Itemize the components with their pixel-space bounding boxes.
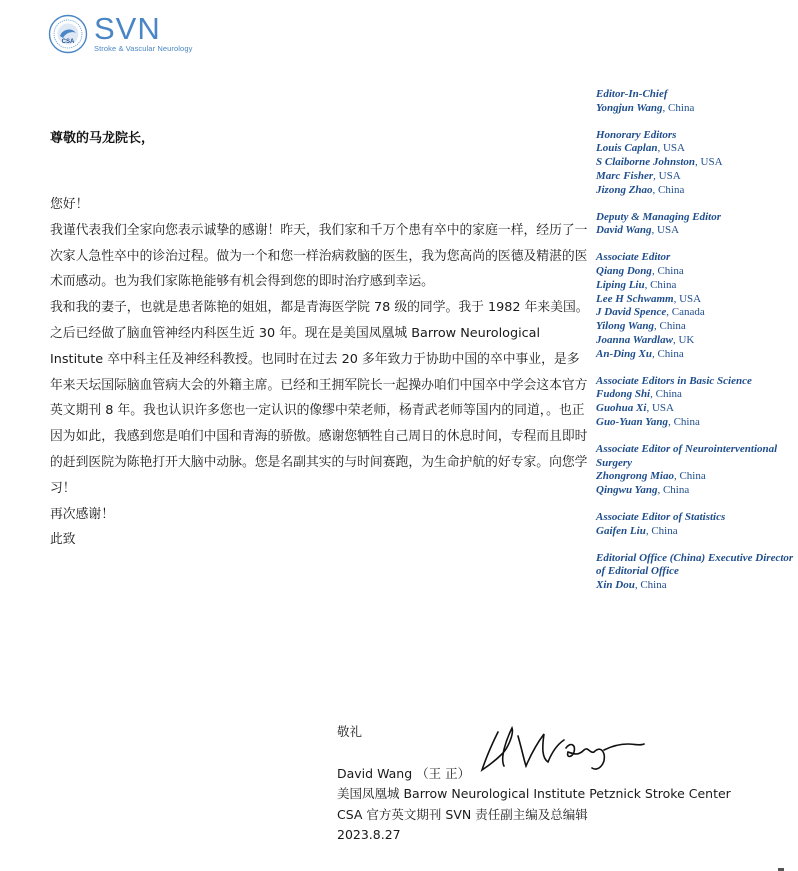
member-country: USA bbox=[662, 142, 685, 155]
member-country: China bbox=[673, 415, 700, 428]
member-name: Gaifen Liu bbox=[596, 524, 646, 537]
board-section bbox=[596, 88, 796, 116]
board-section-title: Editor-In-Chief bbox=[596, 88, 668, 100]
board-section-title: Associate Editor of Statistics bbox=[596, 510, 726, 523]
member-country: USA bbox=[657, 224, 680, 237]
board-member: David Wang, USA bbox=[596, 224, 680, 237]
member-name: Fudong Shi bbox=[596, 388, 651, 401]
greeting: 您好！ bbox=[50, 197, 89, 212]
member-country: China bbox=[662, 484, 690, 497]
board-member: Qingwu Yang, China bbox=[596, 484, 690, 497]
board-section bbox=[596, 375, 796, 430]
thanks-again: 再次感谢！ bbox=[50, 506, 114, 522]
board-member: Lee H Schwamm, USA bbox=[596, 292, 702, 305]
letter-body bbox=[50, 192, 590, 553]
board-member: S Claiborne Johnston, USA bbox=[596, 156, 723, 169]
member-name: Xin Dou bbox=[596, 579, 635, 592]
seal-text: CSA bbox=[61, 39, 75, 45]
member-name: Yilong Wang bbox=[596, 320, 654, 333]
member-name: Zhongrong Miao bbox=[596, 470, 674, 483]
member-country: China bbox=[679, 470, 706, 483]
member-name: Liping Liu bbox=[596, 278, 645, 291]
board-section bbox=[596, 251, 796, 361]
member-name: Qingwu Yang bbox=[596, 484, 658, 497]
member-name: Guo-Yuan Yang bbox=[596, 415, 669, 428]
member-country: USA bbox=[700, 156, 723, 169]
member-name: Lee H Schwamm bbox=[596, 292, 674, 305]
member-country: China bbox=[657, 347, 684, 360]
member-name: David Wang bbox=[596, 224, 652, 237]
board-member: Xin Dou, China bbox=[596, 579, 667, 592]
board-member: Louis Caplan, USA bbox=[596, 142, 685, 155]
board-section bbox=[596, 552, 796, 593]
member-name: J David Spence bbox=[596, 306, 667, 319]
logo-subtitle: Stroke & Vascular Neurology bbox=[94, 44, 193, 53]
board-member: An-Ding Xu, China bbox=[596, 347, 684, 360]
board-section-title: Associate Editor bbox=[596, 251, 671, 264]
board-member: Jizong Zhao, China bbox=[596, 183, 685, 196]
board-member: Gaifen Liu, China bbox=[596, 524, 678, 537]
board-section bbox=[596, 511, 796, 539]
paragraph-2: 我和我的妻子，也就是患者陈艳的姐姐，都是青海医学院 78 级的同学。我于 1982 年来美国。之后已经做了脑血管神经内科医生近 30 年。现在是美国凤凰城 Barrow Neurological Institute 卒中科主任及神经科教授。也同时在过去 20 多年致力于协助中国的卒中事业，是多年来天坛国际脑血管病大会的外籍主席。已经和王拥军院长一起操办咱们中国卒中学会这本官方英文期刊 8 年。我也认识许多您也一定认识的像缪中荣老师，杨青武老师等国内的同道，。也正因为如此，我感到您是咱们中国和青海的骄傲。感谢您牺牲自己周日的休息时间，专程而且即时的赶到医院为陈艳打开大脑中动脉。您是名副其实的与时间赛跑，为生命护航的好专家。向您学习！ bbox=[50, 300, 589, 496]
member-country: China bbox=[651, 524, 678, 537]
board-member: Qiang Dong, China bbox=[596, 264, 684, 277]
board-member: Zhongrong Miao, China bbox=[596, 470, 706, 483]
member-name: Guohua Xi bbox=[596, 402, 647, 415]
member-name: Marc Fisher bbox=[596, 169, 654, 182]
board-member: J David Spence, Canada bbox=[596, 306, 705, 319]
regards: 敬礼 bbox=[337, 724, 363, 739]
board-member: Yilong Wang, China bbox=[596, 320, 686, 333]
member-name: S Claiborne Johnston bbox=[596, 156, 696, 169]
closing: 此致 bbox=[50, 532, 76, 548]
board-member: Yongjun Wang, China bbox=[596, 101, 695, 114]
csa-seal-icon bbox=[48, 14, 88, 54]
board-section bbox=[596, 211, 796, 239]
member-country: China bbox=[640, 579, 667, 592]
member-name: An-Ding Xu bbox=[596, 347, 652, 360]
member-country: China bbox=[658, 183, 685, 196]
member-name: Joanna Wardlaw bbox=[596, 333, 673, 346]
board-section-title: Associate Editors in Basic Science bbox=[596, 374, 752, 387]
board-member: Liping Liu, China bbox=[596, 278, 677, 291]
board-member: Marc Fisher, USA bbox=[596, 169, 681, 182]
member-name: Qiang Dong bbox=[596, 264, 652, 277]
member-country: China bbox=[659, 320, 686, 333]
board-member: Fudong Shi, China bbox=[596, 388, 682, 401]
member-country: USA bbox=[679, 292, 702, 305]
handwritten-signature bbox=[478, 714, 648, 794]
member-country: China bbox=[657, 264, 684, 277]
board-member: Guo-Yuan Yang, China bbox=[596, 415, 700, 428]
signer-name: David Wang （王 正） bbox=[337, 765, 471, 781]
letter-date: 2023.8.27 bbox=[337, 827, 401, 842]
paragraph-1: 我谨代表我们全家向您表示诚挚的感谢！昨天，我们家和千万个患有卒中的家庭一样，经历了一次家人急性卒中的诊治过程。做为一个和您一样治病救脑的医生，我为您高尚的医德及精湛的医术而感动。也为我们家陈艳能够有机会得到您的即时治疗感到幸运。 bbox=[50, 222, 588, 290]
board-section-title: Associate Editor of Neurointerventional Surgery bbox=[596, 442, 778, 469]
signer-role: CSA 官方英文期刊 SVN 责任副主编及总编辑 bbox=[337, 806, 588, 822]
member-country: UK bbox=[678, 333, 695, 346]
member-country: China bbox=[650, 278, 677, 291]
board-section-title: Deputy & Managing Editor bbox=[596, 210, 721, 223]
logo-wordmark bbox=[94, 11, 193, 53]
member-name: Yongjun Wang bbox=[596, 101, 663, 114]
member-country: Canada bbox=[671, 306, 705, 319]
salutation: 尊敬的马龙院长， bbox=[50, 131, 155, 146]
member-name: Jizong Zhao bbox=[596, 183, 653, 196]
board-section-title: Honorary Editors bbox=[596, 128, 677, 141]
member-name: Louis Caplan bbox=[596, 142, 658, 155]
logo-title: SVN bbox=[94, 11, 161, 46]
signer-affiliation: 美国凤凰城 Barrow Neurological Institute Petznick Stroke Center bbox=[337, 786, 731, 801]
board-section bbox=[596, 443, 796, 498]
board-member: Guohua Xi, USA bbox=[596, 402, 674, 415]
member-country: China bbox=[655, 388, 682, 401]
board-section-title: Editorial Office (China) Executive Director of Editorial Office bbox=[596, 551, 794, 578]
member-country: China bbox=[668, 101, 695, 114]
member-country: USA bbox=[658, 169, 681, 182]
board-section bbox=[596, 129, 796, 198]
member-country: USA bbox=[651, 402, 674, 415]
editorial-board-sidebar bbox=[596, 88, 796, 606]
board-member: Joanna Wardlaw, UK bbox=[596, 333, 695, 346]
